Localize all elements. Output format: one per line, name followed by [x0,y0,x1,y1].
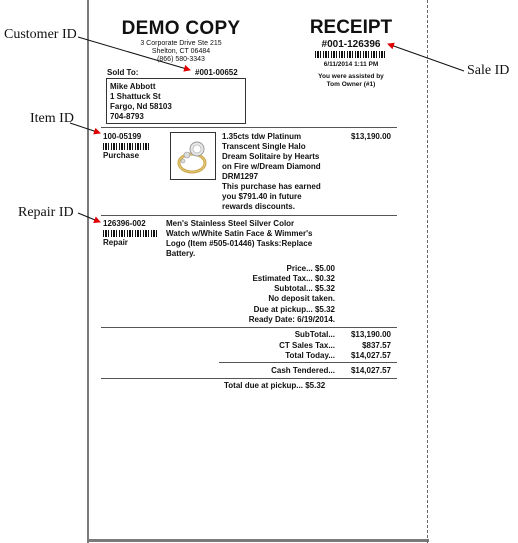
cash-tendered-label: Cash Tendered... [271,366,335,375]
total-today-label: Total Today... [285,351,335,360]
customer-id: #001-00652 [195,68,238,77]
item-desc-3: Dream Solitaire by Hearts [222,152,320,161]
store-phone: (866) 580-3343 [157,56,205,63]
customer-id-arrow [78,37,190,70]
store-address-2: Shelton, CT 06484 [151,48,211,55]
customer-city: Fargo, Nd 58103 [110,102,172,111]
assist-line-1: You were assisted by [318,73,384,80]
item-desc-6: This purchase has earned [222,182,321,191]
item-desc-8: rewards discounts. [222,202,295,211]
repair-due: Due at pickup... $5.32 [253,305,335,314]
assist-line-2: Tom Owner (#1) [326,81,376,88]
subtotal-label: SubTotal... [294,330,335,339]
repair-type: Repair [103,238,128,247]
item-desc-2: Transcent Single Halo [222,142,306,151]
sale-id-annotation: Sale ID [467,63,510,78]
repair-desc-3: Logo (Item #505-01446) Tasks:Replace [166,239,313,248]
subtotal-value: $13,190.00 [350,330,391,339]
customer-street: 1 Shattuck St [110,92,161,101]
store-address-1: 3 Corporate Drive Ste 215 [140,40,222,47]
tax-value: $837.57 [362,341,391,350]
item-desc-5: DRM1297 [222,172,259,181]
repair-ready-date: Ready Date: 6/19/2014. [248,315,335,324]
sale-id: #001-126396 [321,39,381,50]
item-price: $13,190.00 [350,132,391,141]
sale-datetime: 6/11/2014 1:11 PM [323,61,379,68]
sold-to-label: Sold To: [107,68,139,77]
store-name: DEMO COPY [121,18,241,39]
item-id-arrow [70,123,100,133]
repair-desc-1: Men's Stainless Steel Silver Color [166,219,295,228]
repair-desc-2: Watch w/White Satin Face & Wimmer's [166,229,313,238]
repair-deposit: No deposit taken. [268,294,335,303]
repair-subtotal: Subtotal... $5.32 [274,284,335,293]
item-id-annotation: Item ID [30,111,74,126]
customer-name: Mike Abbott [110,82,156,91]
repair-id-arrow [78,213,100,222]
total-today-value: $14,027.57 [350,351,391,360]
receipt-title: RECEIPT [309,17,393,38]
sale-id-arrow [388,44,464,71]
item-desc-1: 1.35cts tdw Platinum [222,132,302,141]
tax-label: CT Sales Tax... [279,341,335,350]
repair-id: 126396-002 [103,219,146,228]
repair-id-annotation: Repair ID [18,205,74,220]
customer-id-annotation: Customer ID [4,27,77,42]
repair-desc-4: Battery. [166,249,196,258]
item-desc-4: on Fire w/Dream Diamond [222,162,321,171]
total-due-pickup: Total due at pickup... $5.32 [224,381,326,390]
item-type: Purchase [103,151,140,160]
item-desc-7: you $791.40 in future [222,192,302,201]
cash-tendered-value: $14,027.57 [350,366,391,375]
customer-phone: 704-8793 [110,112,144,121]
repair-tax: Estimated Tax... $0.32 [252,274,335,283]
item-id: 100-05199 [103,132,142,141]
repair-price: Price... $5.00 [286,264,335,273]
